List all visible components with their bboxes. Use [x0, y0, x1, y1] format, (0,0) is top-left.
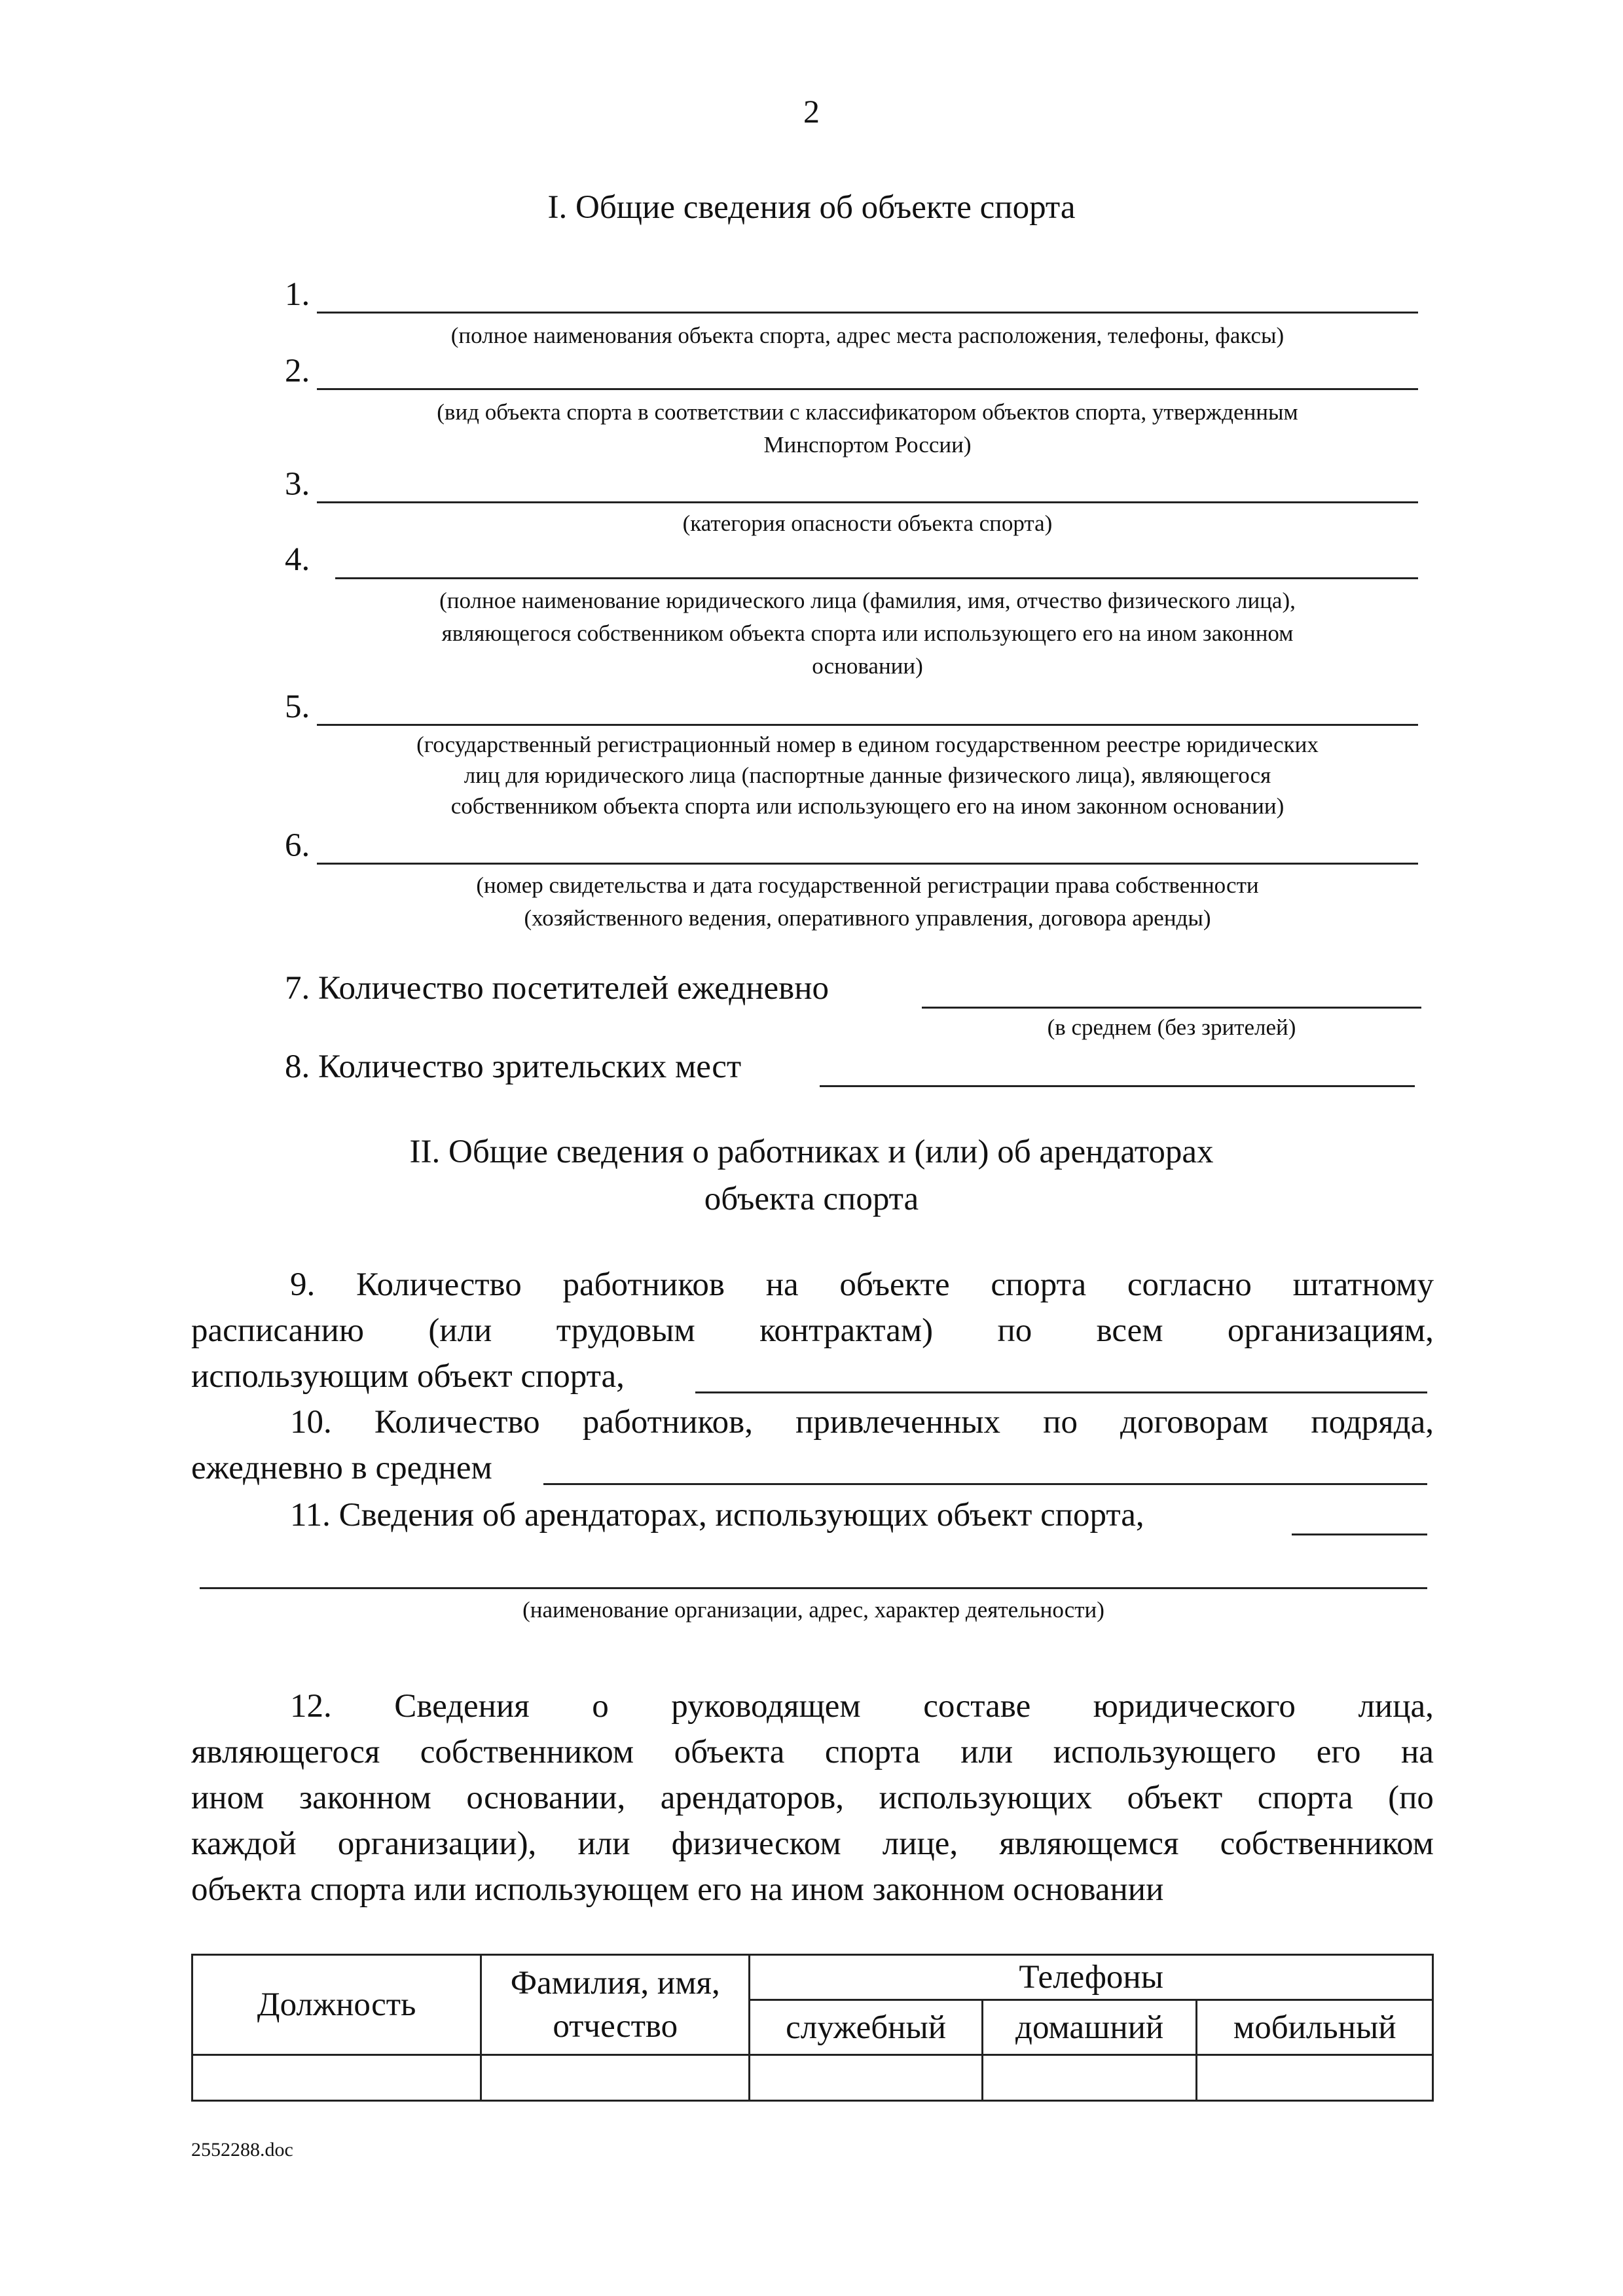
word: расписанию [191, 1312, 364, 1349]
item-7-input-line[interactable] [922, 1007, 1421, 1009]
word: организациям, [1227, 1312, 1434, 1349]
word: всем [1096, 1312, 1163, 1349]
section-2-title-line-2: объекта спорта [704, 1181, 919, 1217]
item-11-input-line[interactable] [200, 1587, 1427, 1589]
item-2-caption-line-2: Минспортом России) [763, 432, 972, 457]
word: лице, [882, 1825, 958, 1862]
word: Сведения [394, 1688, 530, 1725]
table-cell-home-phone[interactable] [982, 2055, 1197, 2101]
item-12-line-3 [191, 1775, 1434, 1821]
col-header-phones: Телефоны [750, 1955, 1433, 2000]
word: ином [191, 1780, 264, 1816]
item-5-caption-line-1: (государственный регистрационный номер в едином государственном реестре юридических [416, 732, 1319, 757]
word: согласно [1127, 1266, 1252, 1303]
word: штатному [1292, 1266, 1434, 1303]
word: контрактам) [759, 1312, 934, 1349]
item-2-input-line[interactable] [317, 388, 1418, 390]
word: собственником [1220, 1825, 1434, 1862]
word: собственником [420, 1734, 634, 1770]
word: спорта [824, 1734, 921, 1770]
word: договорам [1120, 1404, 1269, 1441]
word: трудовым [556, 1312, 695, 1349]
item-12-line-5: объекта спорта или использующем его на ином законном основании [191, 1871, 1164, 1908]
table-row [192, 2055, 1433, 2101]
word: или [960, 1734, 1013, 1770]
item-9-line-1 [290, 1262, 1434, 1308]
item-12-line-4 [191, 1821, 1434, 1867]
word: объекта [674, 1734, 785, 1770]
col-header-position: Должность [192, 1955, 481, 2055]
col-header-work-phone: служебный [750, 2000, 983, 2055]
word: объекте [839, 1266, 950, 1303]
word: юридического [1093, 1688, 1296, 1725]
management-table [191, 1954, 1434, 2102]
item-4-caption-line-1: (полное наименование юридического лица (фамилия, имя, отчество физического лица), [439, 588, 1296, 613]
word: каждой [191, 1825, 297, 1862]
word: по [1043, 1404, 1078, 1441]
item-10-input-line[interactable] [543, 1483, 1427, 1485]
item-11-line-1: 11. Сведения об арендаторах, использующих объект спорта, [290, 1497, 1144, 1534]
table-cell-work-phone[interactable] [750, 2055, 983, 2101]
item-9-input-line[interactable] [695, 1391, 1427, 1393]
item-1-caption: (полное наименования объекта спорта, адрес места расположения, телефоны, факсы) [450, 323, 1285, 348]
item-6-number: 6. [285, 827, 310, 864]
item-10-line-1 [290, 1399, 1434, 1445]
item-1-number: 1. [285, 276, 310, 313]
word: о [592, 1688, 609, 1725]
item-8-label: 8. Количество зрительских мест [285, 1049, 742, 1085]
col-header-name [481, 1955, 750, 2055]
word: подряда, [1311, 1404, 1434, 1441]
word: организации), [337, 1825, 537, 1862]
word: на [1400, 1734, 1434, 1770]
word: использующих [879, 1780, 1093, 1816]
word: или [577, 1825, 630, 1862]
word: физическом [671, 1825, 841, 1862]
item-2-number: 2. [285, 353, 310, 389]
item-6-caption-line-1: (номер свидетельства и дата государственной регистрации права собственности [476, 872, 1259, 898]
item-1-input-line[interactable] [317, 312, 1418, 314]
word: являющегося [191, 1734, 380, 1770]
page-number: 2 [803, 93, 820, 130]
word: являющемся [999, 1825, 1179, 1862]
item-7-label: 7. Количество посетителей ежедневно [285, 970, 830, 1007]
table-cell-mobile-phone[interactable] [1197, 2055, 1433, 2101]
item-6-caption-line-2: (хозяйственного ведения, оперативного управления, договора аренды) [524, 905, 1211, 931]
word: руководящем [671, 1688, 861, 1725]
item-8-input-line[interactable] [820, 1085, 1415, 1087]
word: спорта [1257, 1780, 1353, 1816]
word: 12. [290, 1688, 332, 1725]
section-2-title-line-1: II. Общие сведения о работниках и (или) об арендаторах [409, 1134, 1214, 1170]
item-12-line-2 [191, 1729, 1434, 1775]
item-3-number: 3. [285, 466, 310, 503]
word: лица, [1358, 1688, 1434, 1725]
word: работников, [582, 1404, 754, 1441]
item-4-input-line[interactable] [335, 577, 1418, 579]
item-11-input-line-end[interactable] [1292, 1534, 1427, 1535]
item-5-caption-line-2: лиц для юридического лица (паспортные данные физического лица), являющегося [464, 762, 1271, 788]
item-5-number: 5. [285, 689, 310, 725]
table-cell-position[interactable] [192, 2055, 481, 2101]
item-12-line-1 [290, 1683, 1434, 1729]
table-cell-name[interactable] [481, 2055, 750, 2101]
item-9-line-2 [191, 1308, 1434, 1354]
item-3-input-line[interactable] [317, 501, 1418, 503]
item-5-caption-line-3: собственником объекта спорта или использующего его на ином законном основании) [450, 793, 1285, 819]
item-4-caption-line-3: основании) [812, 653, 923, 679]
word: объект [1127, 1780, 1223, 1816]
word: Количество [374, 1404, 540, 1441]
item-4-number: 4. [285, 541, 310, 578]
item-9-line-3: использующим объект спорта, [191, 1358, 625, 1395]
item-5-input-line[interactable] [317, 724, 1418, 726]
item-10-line-2: ежедневно в среднем [191, 1450, 492, 1486]
item-6-input-line[interactable] [317, 863, 1418, 865]
word: на [765, 1266, 799, 1303]
word: арендаторов, [660, 1780, 845, 1816]
col-header-home-phone: домашний [982, 2000, 1197, 2055]
word: работников [562, 1266, 725, 1303]
word: 10. [290, 1404, 332, 1441]
word: использующего [1053, 1734, 1277, 1770]
word: законном [299, 1780, 431, 1816]
word: составе [923, 1688, 1031, 1725]
word: по [997, 1312, 1032, 1349]
word: (или [428, 1312, 492, 1349]
word: спорта [991, 1266, 1087, 1303]
footer-filename: 2552288.doc [191, 2139, 293, 2161]
word: основании, [466, 1780, 626, 1816]
word: 9. [290, 1266, 316, 1303]
item-2-caption-line-1: (вид объекта спорта в соответствии с классификатором объектов спорта, утвержденным [437, 399, 1298, 425]
item-4-caption-line-2: являющегося собственником объекта спорта или использующего его на ином законном [441, 620, 1294, 646]
col-header-name-line-2: отчество [553, 2008, 678, 2045]
word: (по [1388, 1780, 1434, 1816]
item-11-caption: (наименование организации, адрес, характер деятельности) [522, 1597, 1104, 1623]
word: его [1316, 1734, 1361, 1770]
word: Количество [356, 1266, 522, 1303]
item-7-caption: (в среднем (без зрителей) [1047, 1014, 1296, 1040]
item-3-caption: (категория опасности объекта спорта) [682, 511, 1053, 536]
col-header-mobile-phone: мобильный [1197, 2000, 1433, 2055]
word: привлеченных [795, 1404, 1001, 1441]
section-1-title: I. Общие сведения об объекте спорта [547, 189, 1076, 226]
col-header-name-line-1: Фамилия, имя, [510, 1965, 720, 2001]
